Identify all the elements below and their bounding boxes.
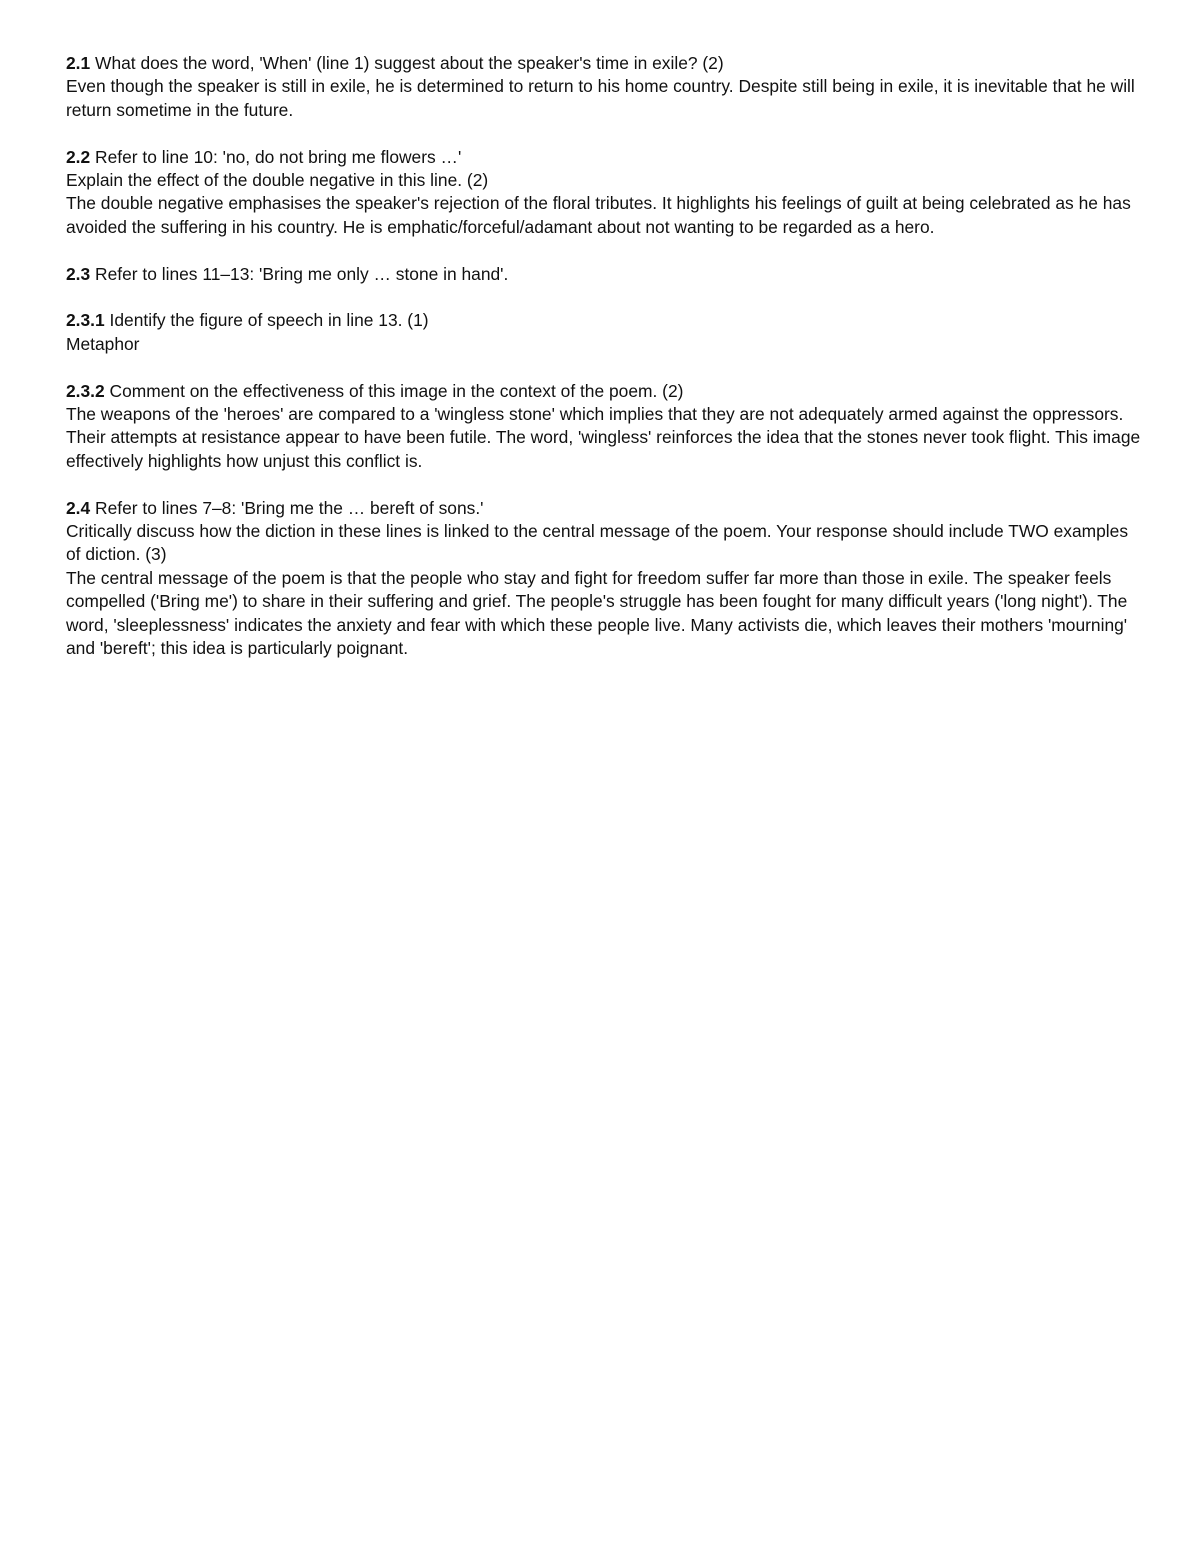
question-text: Refer to lines 7–8: 'Bring me the … bereft of sons.' <box>95 497 484 518</box>
question-number: 2.3.2 <box>66 380 105 401</box>
question-2-3-prompt <box>66 263 1146 286</box>
question-text: What does the word, 'When' (line 1) suggest about the speaker's time in exile? (2) <box>95 53 724 73</box>
instruction-text: Explain the effect of the double negative in this line. (2) <box>66 170 489 191</box>
question-2-4 <box>66 497 1146 661</box>
question-number: 2.2 <box>66 146 91 167</box>
question-text: Refer to line 10: 'no, do not bring me flowers …' <box>95 146 462 167</box>
question-number: 2.3.1 <box>66 310 105 331</box>
document-page <box>66 52 1146 684</box>
question-2-2 <box>66 146 1146 240</box>
question-2-3-1-prompt <box>66 309 1146 332</box>
question-2-3-2-prompt <box>66 380 1146 403</box>
question-2-4-prompt <box>66 497 1146 520</box>
answer-text: Even though the speaker is still in exile, he is determined to return to his home country. Despite still being in exile, it is inevitable that he will return sometime in the future. <box>66 76 1135 120</box>
question-2-3-1 <box>66 309 1146 356</box>
question-text: Refer to lines 11–13: 'Bring me only … stone in hand'. <box>95 263 509 284</box>
question-2-2-prompt <box>66 146 1146 169</box>
answer-text: The weapons of the 'heroes' are compared to a 'wingless stone' which implies that they are not adequately armed against the oppressors. Their attempts at resistance appear to have been futile. The word, 'wingless' reinforces the idea that the stones never took flight. This image effectively highlights how unjust this conflict is. <box>66 404 1141 471</box>
question-2-3-2 <box>66 380 1146 474</box>
instruction-text: Critically discuss how the diction in these lines is linked to the central message of the poem. Your response should include TWO examples of diction. (3) <box>66 521 1129 565</box>
question-text: Identify the figure of speech in line 13. (1) <box>109 310 429 331</box>
answer-text: Metaphor <box>66 333 140 354</box>
question-2-1-prompt <box>66 52 1146 75</box>
question-number: 2.1 <box>66 53 91 73</box>
question-text: Comment on the effectiveness of this image in the context of the poem. (2) <box>109 380 684 401</box>
question-number: 2.4 <box>66 497 91 518</box>
question-2-3 <box>66 263 1146 286</box>
answer-text: The double negative emphasises the speaker's rejection of the floral tributes. It highlights his feelings of guilt at being celebrated as he has avoided the suffering in his country. He is emphatic/forceful/adamant about not wanting to be regarded as a hero. <box>66 193 1131 237</box>
question-2-1 <box>66 52 1146 122</box>
question-number: 2.3 <box>66 263 91 284</box>
answer-text: The central message of the poem is that the people who stay and fight for freedom suffer far more than those in exile. The speaker feels compelled ('Bring me') to share in their suffering and grief. The people's struggle has been fought for many difficult years ('long night'). The word, 'sleeplessness' indicates the anxiety and fear with which these people live. Many activists die, which leaves their mothers 'mourning' and 'bereft'; this idea is particularly poignant. <box>66 567 1128 659</box>
